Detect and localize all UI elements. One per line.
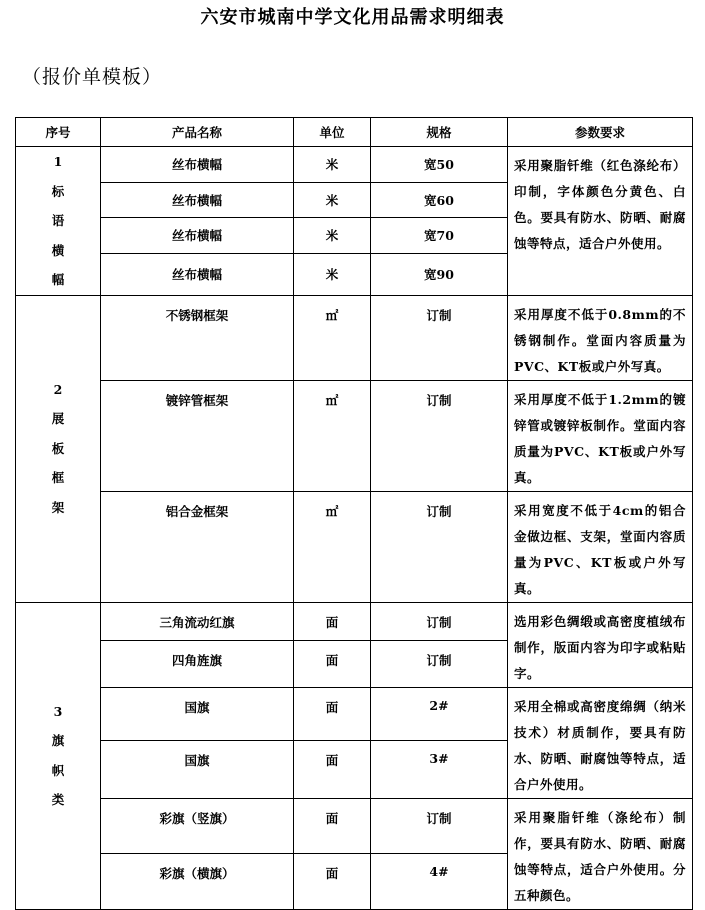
spec: 订制 <box>371 798 508 853</box>
param-requirement: 采用宽度不低于4cm的铝合金做边框、支架，堂面内容质量为PVC、KT板或户外写真。 <box>508 491 693 602</box>
param-requirement: 采用厚度不低于1.2mm的镀锌管或镀锌板制作。堂面内容质量为PVC、KT板或户外写真。 <box>508 380 693 491</box>
table-row <box>16 798 693 853</box>
header-params: 参数要求 <box>508 118 693 147</box>
spec: 宽70 <box>371 218 508 254</box>
product-name: 丝布横幅 <box>101 253 294 295</box>
spec: 2# <box>371 687 508 740</box>
unit: ㎡ <box>294 491 371 602</box>
header-spec: 规格 <box>371 118 508 147</box>
table-row <box>16 380 693 491</box>
unit: 面 <box>294 798 371 853</box>
product-name: 不锈钢框架 <box>101 295 294 380</box>
group-index-flags: 3 旗 帜 类 <box>16 602 101 909</box>
unit: 面 <box>294 641 371 687</box>
product-name: 镀锌管框架 <box>101 380 294 491</box>
param-requirement: 采用厚度不低于0.8mm的不锈钢制作。堂面内容质量为PVC、KT板或户外写真。 <box>508 295 693 380</box>
product-name: 丝布横幅 <box>101 218 294 254</box>
header-index: 序号 <box>16 118 101 147</box>
product-name: 铝合金框架 <box>101 491 294 602</box>
unit: 面 <box>294 853 371 909</box>
product-name: 三角流动红旗 <box>101 602 294 641</box>
product-name: 四角旌旗 <box>101 641 294 687</box>
header-product-name: 产品名称 <box>101 118 294 147</box>
table-row <box>16 687 693 740</box>
unit: 面 <box>294 602 371 641</box>
unit: 米 <box>294 182 371 218</box>
spec: 订制 <box>371 602 508 641</box>
product-name: 彩旗（竖旗） <box>101 798 294 853</box>
spec: 订制 <box>371 641 508 687</box>
unit: ㎡ <box>294 295 371 380</box>
spec: 4# <box>371 853 508 909</box>
table-row <box>16 295 693 380</box>
table-row <box>16 147 693 183</box>
group-index-banners: 1 标 语 横 幅 <box>16 147 101 296</box>
param-requirement: 选用彩色绸缎或高密度植绒布制作，版面内容为印字或粘贴字。 <box>508 602 693 687</box>
product-name: 国旗 <box>101 740 294 798</box>
spec: 宽90 <box>371 253 508 295</box>
page-subtitle: （报价单模板） <box>22 66 163 88</box>
requirements-table <box>15 117 693 910</box>
unit: 面 <box>294 740 371 798</box>
unit: 米 <box>294 253 371 295</box>
spec: 宽50 <box>371 147 508 183</box>
table-header-row <box>16 118 693 147</box>
product-name: 彩旗（横旗） <box>101 853 294 909</box>
product-name: 国旗 <box>101 687 294 740</box>
table-row <box>16 602 693 641</box>
param-requirement: 采用聚脂钎维（红色涤纶布）印制，字体颜色分黄色、白色。要具有防水、防晒、耐腐蚀等特点，适合户外使用。 <box>508 147 693 296</box>
product-name: 丝布横幅 <box>101 182 294 218</box>
page-title: 六安市城南中学文化用品需求明细表 <box>200 7 505 28</box>
spec: 订制 <box>371 491 508 602</box>
unit: 面 <box>294 687 371 740</box>
unit: ㎡ <box>294 380 371 491</box>
spec: 订制 <box>371 380 508 491</box>
param-requirement: 采用全棉或高密度绵绸（纳米技术）材质制作，要具有防水、防晒、耐腐蚀等特点，适合户外使用。 <box>508 687 693 798</box>
spec: 宽60 <box>371 182 508 218</box>
group-index-frames: 2 展 板 框 架 <box>16 295 101 602</box>
spec: 3# <box>371 740 508 798</box>
param-requirement: 采用聚脂钎维（涤纶布）制作，要具有防水、防晒、耐腐蚀等特点，适合户外使用。分五种颜色。 <box>508 798 693 909</box>
unit: 米 <box>294 218 371 254</box>
unit: 米 <box>294 147 371 183</box>
table-row <box>16 491 693 602</box>
spec: 订制 <box>371 295 508 380</box>
product-name: 丝布横幅 <box>101 147 294 183</box>
header-unit: 单位 <box>294 118 371 147</box>
